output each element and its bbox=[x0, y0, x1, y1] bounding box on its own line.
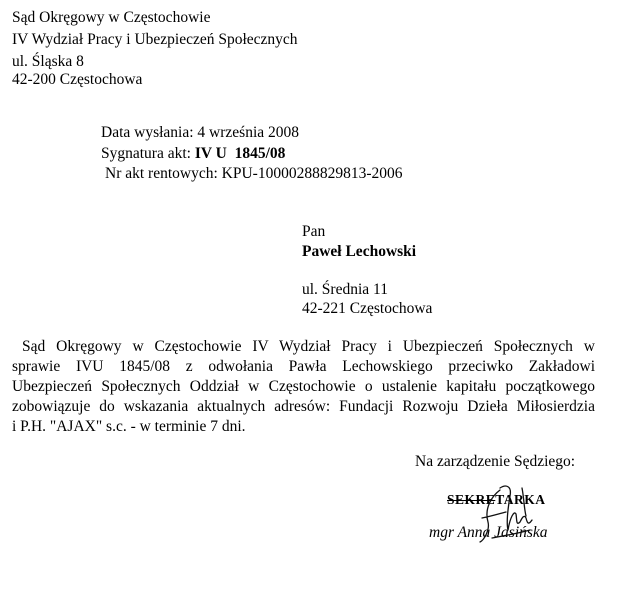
body-line: zobowiązuje do wskazania aktualnych adresów: Fundacji Rozwoju Dzieła Miłosierdzia bbox=[12, 398, 595, 415]
recipient-name: Paweł Lechowski bbox=[302, 243, 417, 260]
letter-body bbox=[12, 337, 595, 437]
recipient-city: 42-221 Częstochowa bbox=[302, 300, 433, 317]
body-line: Sąd Okręgowy w Częstochowie IV Wydział Pracy i Ubezpieczeń Społecznych w bbox=[22, 338, 595, 355]
body-line: Ubezpieczeń Społecznych Oddział w Częstochowie o ustalenie kapitału początkowego bbox=[12, 378, 595, 395]
court-street: ul. Śląska 8 bbox=[12, 53, 84, 70]
handwritten-signature bbox=[462, 478, 542, 548]
body-line: sprawie IVU 1845/08 z odwołania Pawła Lechowskiego przeciwko Zakładowi bbox=[12, 358, 595, 375]
case-number-line bbox=[101, 144, 285, 164]
case-number-label: Sygnatura akt: bbox=[101, 145, 191, 162]
court-name: Sąd Okręgowy w Częstochowie bbox=[12, 9, 211, 26]
court-division: IV Wydział Pracy i Ubezpieczeń Społecznych bbox=[12, 31, 298, 48]
pension-file-line bbox=[105, 164, 403, 184]
pension-file-value: KPU-10000288829813-2006 bbox=[221, 165, 403, 182]
recipient-street: ul. Średnia 11 bbox=[302, 281, 388, 298]
send-date-line bbox=[101, 123, 299, 143]
send-date-value: 4 września 2008 bbox=[197, 124, 300, 141]
secretary-stamp-struck: SEKRE bbox=[447, 492, 496, 507]
pension-file-label: Nr akt rentowych: bbox=[105, 165, 218, 182]
case-number-value: IV U 1845/08 bbox=[194, 145, 286, 162]
send-date-label: Data wysłania: bbox=[101, 124, 194, 141]
recipient-salutation: Pan bbox=[302, 223, 326, 240]
court-city: 42-200 Częstochowa bbox=[12, 71, 143, 88]
body-line: i P.H. "AJAX" s.c. - w terminie 7 dni. bbox=[12, 418, 246, 435]
signer-name: mgr Anna Jasińska bbox=[429, 524, 548, 541]
secretary-stamp-rest: TARKA bbox=[495, 492, 546, 507]
order-line: Na zarządzenie Sędziego: bbox=[415, 453, 576, 470]
